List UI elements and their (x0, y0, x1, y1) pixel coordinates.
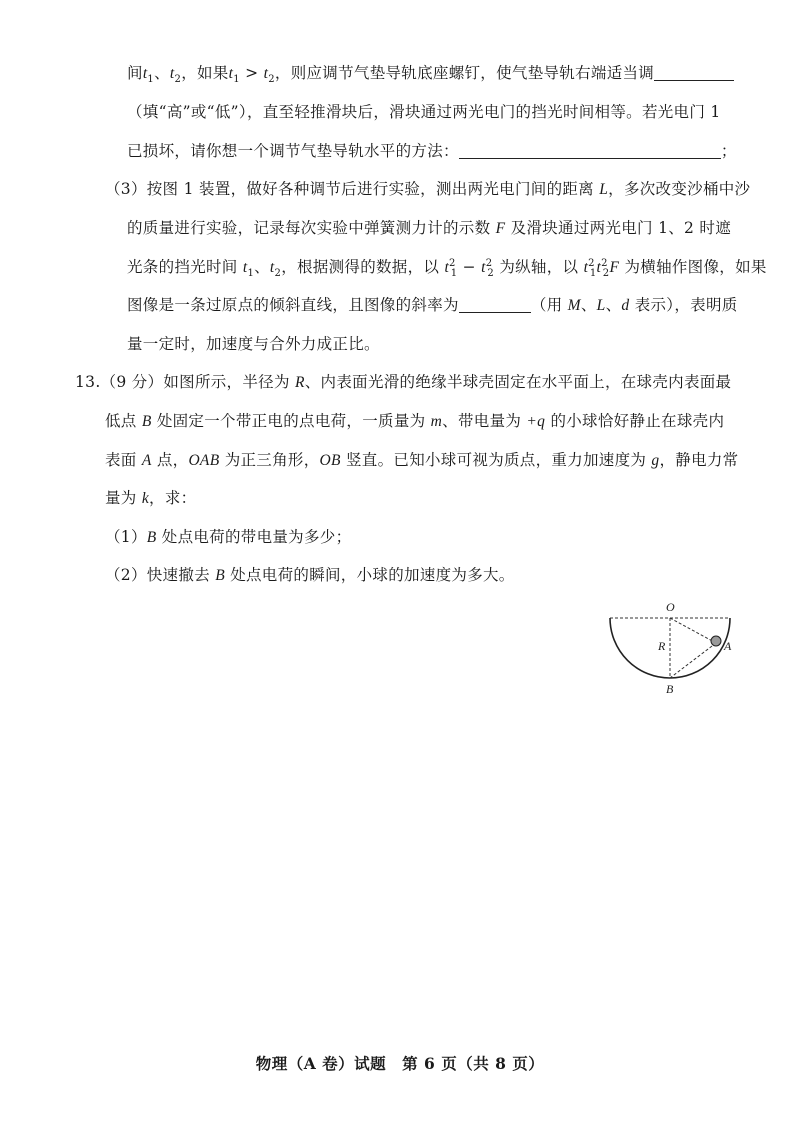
q13-line-1: 13.（9 分）如图所示，半径为 R、内表面光滑的绝缘半球壳固定在水平面上，在球壳内表面最 (75, 373, 732, 391)
hemisphere-figure (600, 598, 750, 698)
q12-part3-line-2: 的质量进行实验，记录每次实验中弹簧测力计的示数 F 及滑块通过两光电门 1、2 时遮 (127, 219, 732, 237)
answer-blank-method[interactable] (459, 142, 721, 159)
q12-cont-line-3: 已损坏，请你想一个调节气垫导轨水平的方法： ； (127, 142, 737, 160)
q12-cont-line-2: （填“高”或“低”），直至轻推滑块后，滑块通过两光电门的挡光时间相等。若光电门 1 (127, 103, 721, 121)
q13-part1: （1）B 处点电荷的带电量为多少； (105, 528, 352, 546)
answer-blank-high-low[interactable] (654, 64, 734, 81)
q12-part3-line-1: （3）按图 1 装置，做好各种调节后进行实验，测出两光电门间的距离 L，多次改变沙桶中沙 (105, 180, 751, 198)
q12-part3-line-3: 光条的挡光时间 $t_1$、$t_2$，根据测得的数据，以 $t^2_1 - t^2_2$ 为纵轴，以 $t^2_1t^2_2F$ 为横轴作图像，如果 (127, 257, 767, 280)
label-R: R (658, 639, 666, 653)
q12-part3-line-4: 图像是一条过原点的倾斜直线，且图像的斜率为 （用 M、L、d 表示），表明质 (127, 296, 738, 314)
page-footer: 物理（A 卷）试题 第 6 页（共 8 页） (255, 1054, 545, 1073)
label-B: B (666, 682, 674, 696)
q12-part3-line-5: 量一定时，加速度与合外力成正比。 (127, 335, 380, 353)
q12-cont-line-1: 间$t_1$、$t_2$，如果$t_1 > t_2$，则应调节气垫导轨底座螺钉，使气垫导轨右端适当调 (127, 62, 734, 85)
answer-blank-slope[interactable] (459, 296, 531, 313)
line-OA (670, 618, 716, 643)
q13-line-4: 量为 k，求： (105, 489, 197, 507)
q13-line-2: 低点 B 处固定一个带正电的点电荷，一质量为 m、带电量为 +q 的小球恰好静止在球壳内 (105, 412, 725, 430)
label-O: O (666, 600, 675, 614)
small-ball (711, 636, 721, 646)
q13-line-3: 表面 A 点，OAB 为正三角形，OB 竖直。已知小球可视为质点，重力加速度为 g，静电力常 (105, 451, 739, 469)
line-AB (670, 643, 716, 678)
q13-part2: （2）快速撤去 B 处点电荷的瞬间，小球的加速度为多大。 (105, 566, 515, 584)
label-A: A (724, 639, 732, 653)
